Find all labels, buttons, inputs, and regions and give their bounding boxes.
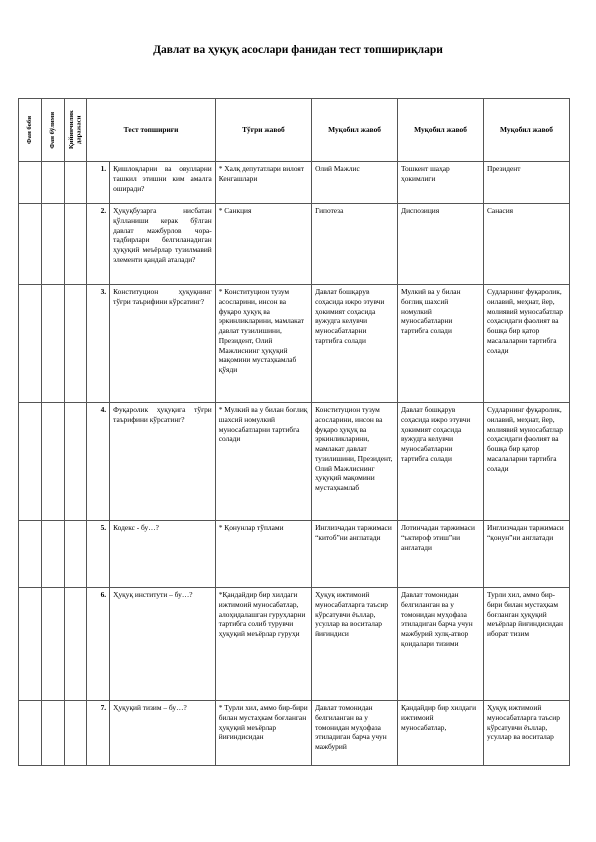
header-alt-2: Муқобил жавоб [398,99,484,162]
row-number: 1. [87,162,110,204]
correct-answer-cell: * Турли хил, аммо бир-бири билан мустаҳкам боғланган ҳуқуқий меъёрлар йиғиндисидан [215,701,311,766]
table-row [19,162,570,204]
alt-answer-cell: Ҳуқуқ ижтимоий муносабатларга таъсир кўрсатувчи ёъллар, усуллар ва воситалар [483,701,569,766]
alt-answer-cell: Мулкий ва у билан боғлиқ шахсий номулкий муносабатларни тартибга солади [398,285,484,403]
alt-answer-cell: Давлат бошқарув соҳасида ижро этувчи ҳокимият соҳасида вужудга келувчи муносабатларни тартибга солади [312,285,398,403]
alt-answer-cell: Диспозиция [398,204,484,285]
table-row [19,588,570,701]
table-row [19,521,570,588]
alt-answer-cell: Турли хил, аммо бир-бири билан мустаҳкам боғланган ҳуқуқий меъёрлар йиғиндисидан иборат тизим [483,588,569,701]
alt-answer-cell: Инглизчадан таржимаси “қонун”ни англатади [483,521,569,588]
question-cell: Ҳуқуқий тизим – бу…? [110,701,216,766]
question-cell: Конституцион ҳуқуқнинг тўғри таърифини кўрсатинг? [110,285,216,403]
alt-answer-cell: Лотинчадан таржимаси “ъктироф этиш”ни англатади [398,521,484,588]
correct-answer-cell: * Мулкий ва у билан боғлиқ шахсий номулкий муносабатларни тартибга солади [215,403,311,521]
test-table [18,98,570,766]
question-cell: Фуқаролик ҳуқуқига тўғри таърифини кўрсатинг? [110,403,216,521]
row-number: 6. [87,588,110,701]
row-number: 2. [87,204,110,285]
header-difficulty: Қийинчилик даражаси [64,99,87,162]
alt-answer-cell: Гипотеза [312,204,398,285]
row-number: 4. [87,403,110,521]
correct-answer-cell: * Халқ депутатлари вилоят Кенгашлари [215,162,311,204]
correct-answer-cell: * Қонунлар тўплами [215,521,311,588]
header-row [19,99,570,162]
alt-answer-cell: Давлат томонидан белгиланган ва у томонидан муҳофаза этиладиган барча учун мажбурий [312,701,398,766]
alt-answer-cell: Президент [483,162,569,204]
correct-answer-cell: * Конституцион тузум асосларини, инсон ва фуқаро ҳуқуқ ва эркинликларини, мамлакат давлат тузилишини, Президент, Олий Мажлиснинг ҳуқуқий мақомини мустаҳкамлаб қўяди [215,285,311,403]
question-cell: Ҳуқуқбузарга нисбатан қўлланиши керак бўлган давлат мажбурлов чора-тадбирлари белгиланадиган ҳуқуқий меъёрлар тузилмавий элементи қандай аталади? [110,204,216,285]
alt-answer-cell: Тошкент шаҳар ҳокимлиги [398,162,484,204]
alt-answer-cell: Ҳуқуқ ижтимоий муносабатларга таъсир кўрсатувчи ёъллар, усуллар ва воситалар йиғиндиси [312,588,398,701]
header-chapter: Фан боби [19,99,42,162]
alt-answer-cell: Судларнинг фуқаролик, оилавий, меҳнат, йер, молиявий муносабатлар соҳасидаги фаолият ва бошқа бир қатор масалаларни тартибга солади [483,285,569,403]
alt-answer-cell: Давлат бошқарув соҳасида ижро этувчи ҳокимият соҳасида вужудга келувчи муносабатларни тартибга солади [398,403,484,521]
question-cell: Ҳуқуқ институти – бу…? [110,588,216,701]
row-number: 5. [87,521,110,588]
row-number: 7. [87,701,110,766]
row-number: 3. [87,285,110,403]
correct-answer-cell: *Қандайдир бир хилдаги ижтимоий муносабатлар, алоҳидалашган гуруҳларни тартибга солиб турувчи ҳуқуқий меъёрлар гуруҳи [215,588,311,701]
table-row [19,204,570,285]
question-cell: Қишлоқларни ва овулларни ташкил этишни ким амалга оширади? [110,162,216,204]
header-correct: Тўғри жавоб [215,99,311,162]
question-cell: Кодекс - бу…? [110,521,216,588]
alt-answer-cell: Конституцион тузум асосларини, инсон ва фуқаро ҳуқуқ ва эркинликларини, мамлакат давлат тузилишини, Президент, Олий Мажлиснинг ҳуқуқий мақомини мустаҳкамлаб [312,403,398,521]
alt-answer-cell: Инглизчадан таржимаси “китоб”ни англатади [312,521,398,588]
header-alt-3: Муқобил жавоб [483,99,569,162]
alt-answer-cell: Судларнинг фуқаролик, оилавий, меҳнат, йер, молиявий муносабатлар соҳасидаги фаолият ва бошқа бир қатор масалаларни тартибга солади [483,403,569,521]
header-section: Фан бўлими [41,99,64,162]
header-question: Тест топшириғи [87,99,215,162]
header-alt-1: Муқобил жавоб [312,99,398,162]
page-title: Давлат ва ҳуқуқ асослари фанидан тест топшириқлари [153,44,443,56]
alt-answer-cell: Давлат томонидан белгиланган ва у томонидан муҳофаза этиладиган барча учун мажбурий хулқ-атвор қоидалари тизими [398,588,484,701]
alt-answer-cell: Қандайдир бир хилдаги ижтимоий муносабатлар, [398,701,484,766]
correct-answer-cell: * Санкция [215,204,311,285]
table-row [19,701,570,766]
alt-answer-cell: Санасия [483,204,569,285]
table-row [19,403,570,521]
alt-answer-cell: Олий Мажлис [312,162,398,204]
table-row [19,285,570,403]
